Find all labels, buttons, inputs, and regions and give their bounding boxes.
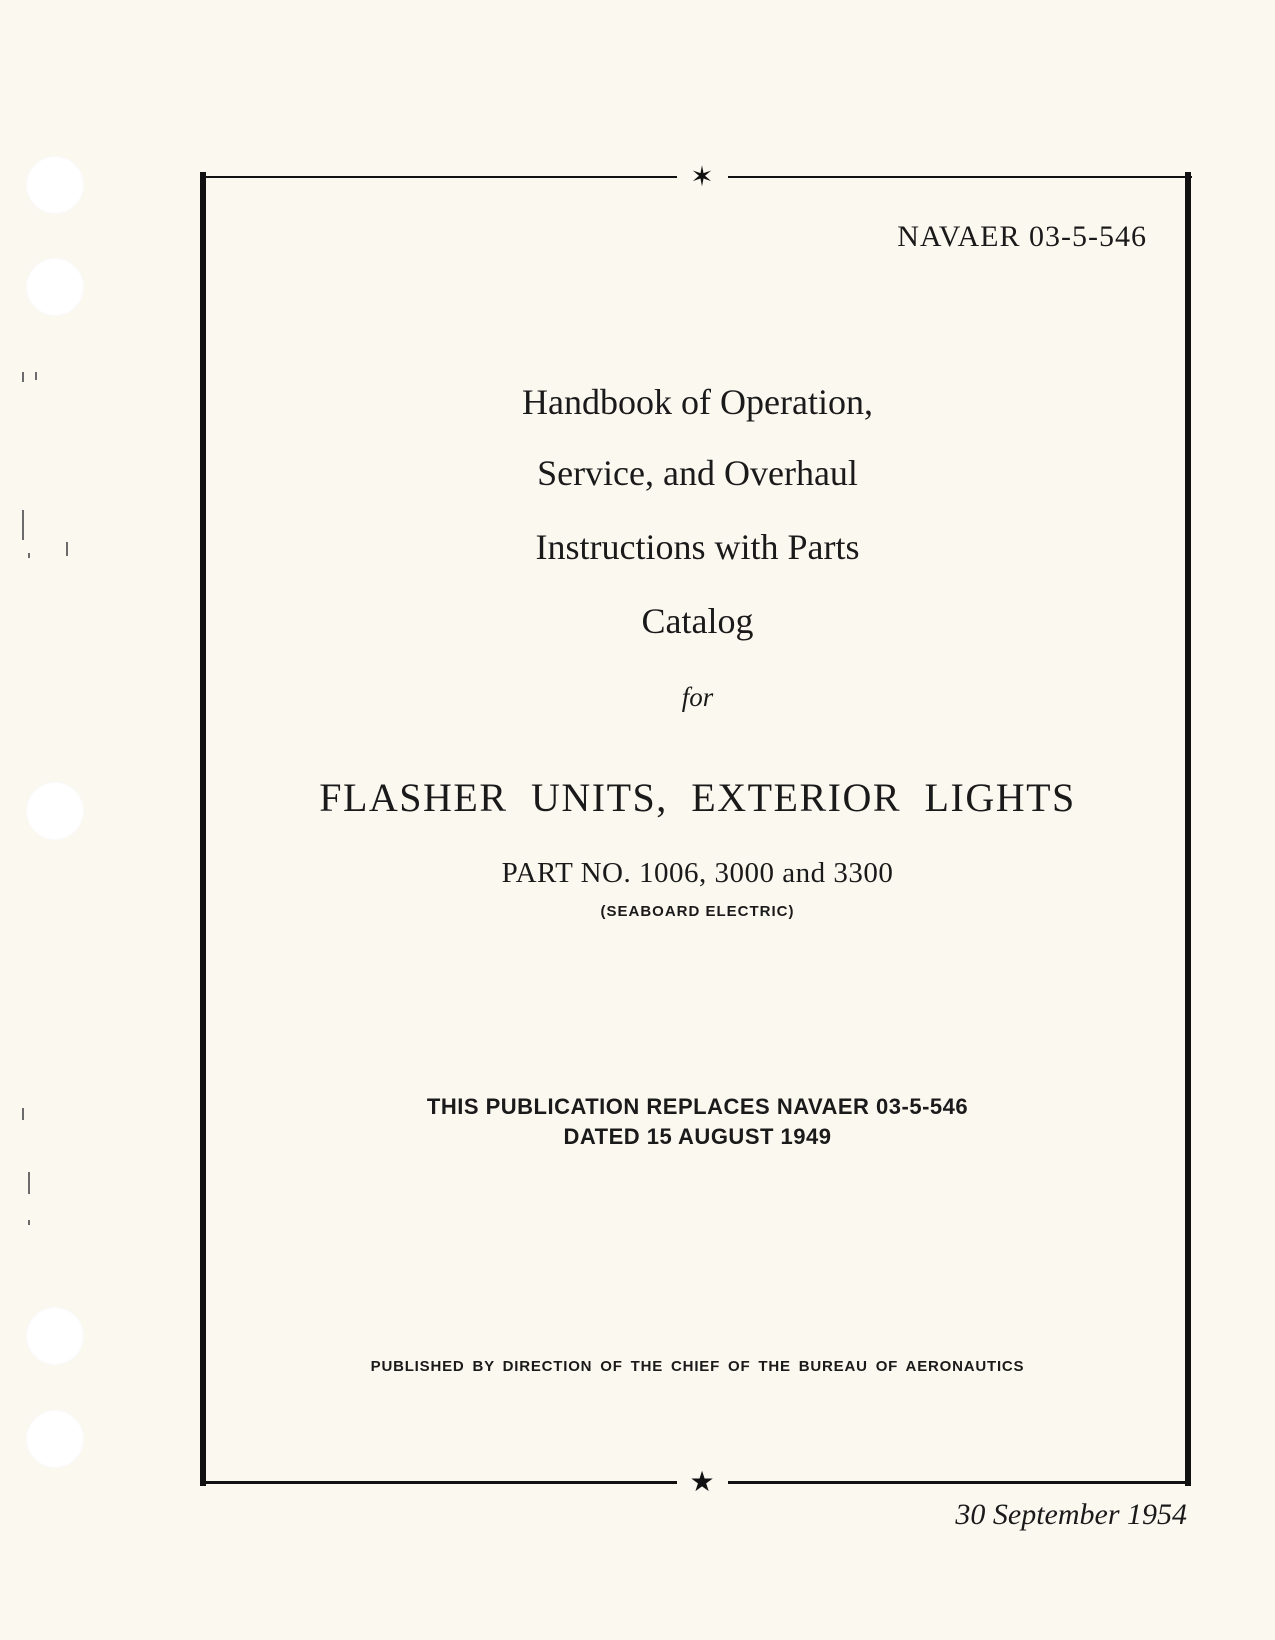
- title-line-1: Handbook of Operation,: [522, 382, 873, 422]
- star-icon: ✶: [690, 160, 714, 193]
- margin-mark: [22, 372, 24, 382]
- punch-hole: [26, 156, 84, 214]
- publisher-statement: PUBLISHED BY DIRECTION OF THE CHIEF OF THE BUREAU OF AERONAUTICS: [370, 1358, 1025, 1375]
- frame-bottom-right-rule: [728, 1481, 1191, 1484]
- punch-hole: [26, 1410, 84, 1468]
- margin-mark: [22, 1108, 24, 1120]
- punch-hole: [26, 258, 84, 316]
- title-line-2: Service, and Overhaul: [537, 453, 858, 493]
- for-label: for: [681, 682, 714, 712]
- margin-mark: [22, 510, 24, 540]
- publication-date: 30 September 1954: [955, 1498, 1187, 1531]
- star-icon: ★: [689, 1465, 715, 1498]
- frame-bottom-left-rule: [200, 1481, 677, 1484]
- punch-hole: [26, 782, 84, 840]
- margin-mark: [35, 372, 37, 380]
- title-line-4: Catalog: [641, 601, 754, 641]
- title-line-3: Instructions with Parts: [535, 527, 860, 567]
- part-numbers: PART NO. 1006, 3000 and 3300: [501, 857, 894, 889]
- frame-left-rule: [200, 172, 206, 1486]
- margin-mark: [28, 553, 30, 558]
- manufacturer: (SEABOARD ELECTRIC): [600, 903, 795, 920]
- margin-mark: [28, 1172, 30, 1194]
- replaces-notice-line-2: DATED 15 AUGUST 1949: [563, 1124, 832, 1149]
- frame-top-right-rule: [728, 176, 1192, 178]
- frame-top-left-rule: [200, 176, 677, 178]
- frame-right-rule: [1185, 172, 1191, 1486]
- replaces-notice-line-1: THIS PUBLICATION REPLACES NAVAER 03-5-546: [426, 1094, 969, 1119]
- margin-mark: [28, 1220, 30, 1225]
- punch-hole: [26, 1307, 84, 1365]
- subject-heading: FLASHER UNITS, EXTERIOR LIGHTS: [319, 775, 1076, 820]
- document-number: NAVAER 03-5-546: [897, 220, 1147, 253]
- margin-mark: [66, 542, 68, 556]
